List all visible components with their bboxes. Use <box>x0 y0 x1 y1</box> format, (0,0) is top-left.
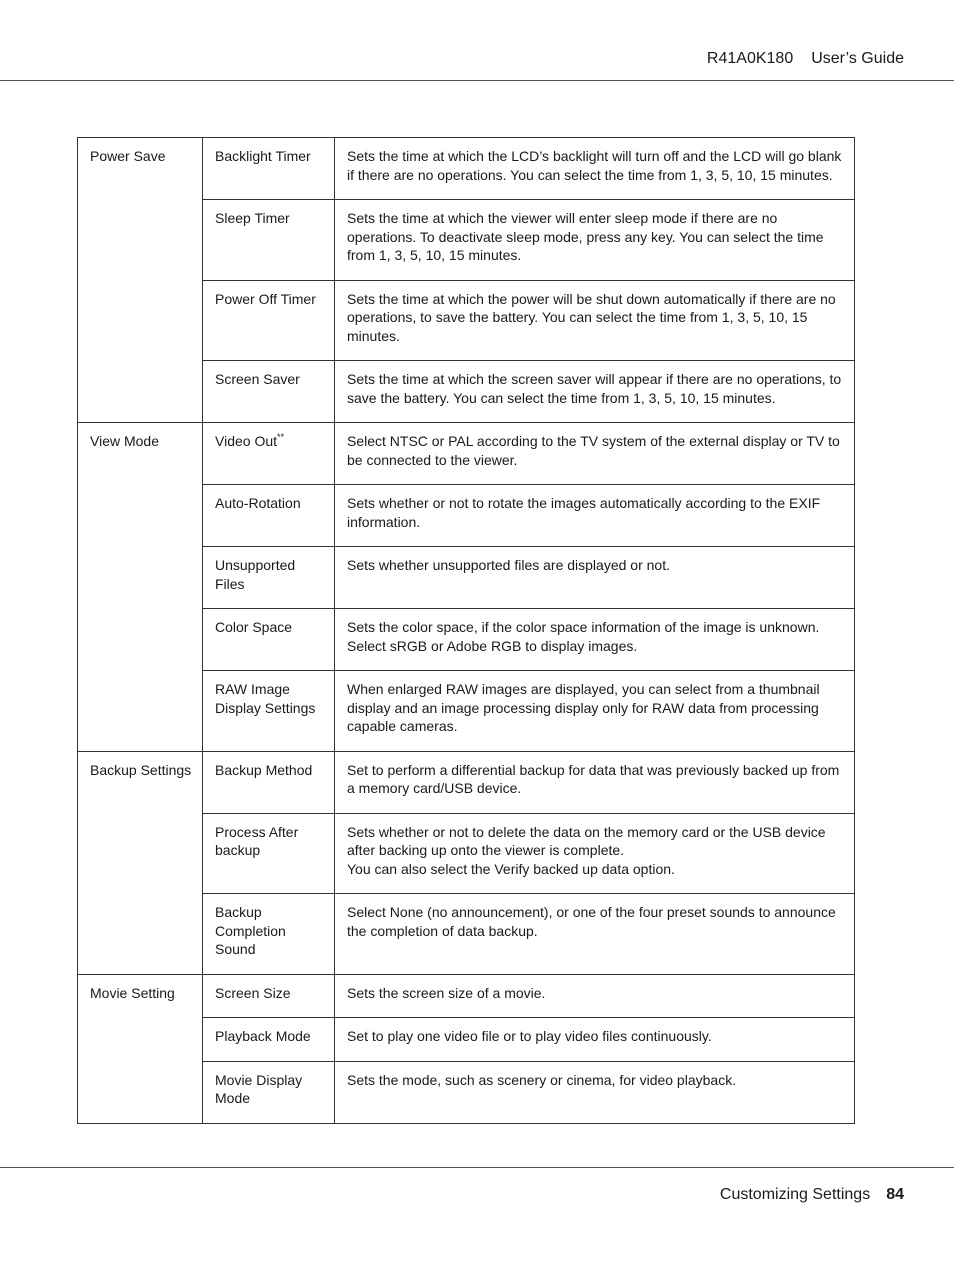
description-cell: Set to perform a differential backup for data that was previously backed up from a memory card/USB device. <box>335 751 855 813</box>
section-title: Customizing Settings <box>719 1186 871 1203</box>
description-cell: Sets the mode, such as scenery or cinema, for video playback. <box>335 1061 855 1123</box>
setting-cell: Sleep Timer <box>203 200 335 281</box>
footnote-mark: ** <box>277 432 285 442</box>
setting-cell: Screen Size <box>203 974 335 1018</box>
description-cell: Sets the time at which the LCD’s backlight will turn off and the LCD will go blank if there are no operations. You can select the time from 1, 3, 5, 10, 15 minutes. <box>335 138 855 200</box>
settings-table <box>77 137 855 1124</box>
table-row <box>78 423 855 485</box>
setting-cell: Auto-Rotation <box>203 485 335 547</box>
setting-cell: Playback Mode <box>203 1018 335 1062</box>
setting-cell: Backlight Timer <box>203 138 335 200</box>
setting-cell: Backup Completion Sound <box>203 894 335 975</box>
document-code: R41A0K180 <box>706 50 794 67</box>
description-cell: Sets the time at which the viewer will enter sleep mode if there are no operations. To deactivate sleep mode, press any key. You can select the time from 1, 3, 5, 10, 15 minutes. <box>335 200 855 281</box>
header-rule <box>0 80 954 81</box>
setting-cell: Backup Method <box>203 751 335 813</box>
document-title: User’s Guide <box>811 50 904 67</box>
page-footer <box>720 1186 904 1204</box>
setting-cell: Unsupported Files <box>203 547 335 609</box>
setting-label: Video Out <box>215 433 278 449</box>
description-cell: Select NTSC or PAL according to the TV system of the external display or TV to be connected to the viewer. <box>335 423 855 485</box>
category-cell: Movie Setting <box>78 974 203 1123</box>
description-text: Sets whether or not to delete the data on the memory card or the USB device after backing up onto the viewer is complete. <box>347 823 826 858</box>
setting-cell <box>203 423 335 485</box>
setting-cell: Power Off Timer <box>203 280 335 361</box>
description-cell: Sets the screen size of a movie. <box>335 974 855 1018</box>
description-cell <box>335 813 855 894</box>
description-note: You can also select the Verify backed up data option. <box>347 860 675 877</box>
description-cell: Set to play one video file or to play video files continuously. <box>335 1018 855 1062</box>
setting-cell: Movie Display Mode <box>203 1061 335 1123</box>
category-cell: Backup Settings <box>78 751 203 974</box>
description-cell: Select None (no announcement), or one of the four preset sounds to announce the completion of data backup. <box>335 894 855 975</box>
setting-cell: RAW Image Display Settings <box>203 671 335 752</box>
footer-rule <box>0 1167 954 1168</box>
setting-cell: Process After backup <box>203 813 335 894</box>
description-cell: Sets the color space, if the color space information of the image is unknown. Select sRGB or Adobe RGB to display images. <box>335 609 855 671</box>
description-cell: Sets the time at which the screen saver will appear if there are no operations, to save the battery. You can select the time from 1, 3, 5, 10, 15 minutes. <box>335 361 855 423</box>
table-row <box>78 138 855 200</box>
page-header <box>707 50 904 68</box>
category-cell: View Mode <box>78 423 203 752</box>
description-cell: Sets the time at which the power will be shut down automatically if there are no operations, to save the battery. You can select the time from 1, 3, 5, 10, 15 minutes. <box>335 280 855 361</box>
description-cell: When enlarged RAW images are displayed, you can select from a thumbnail display and an image processing display only for RAW data from processing capable cameras. <box>335 671 855 752</box>
description-cell: Sets whether or not to rotate the images automatically according to the EXIF information. <box>335 485 855 547</box>
setting-cell: Screen Saver <box>203 361 335 423</box>
category-cell: Power Save <box>78 138 203 423</box>
description-cell: Sets whether unsupported files are displayed or not. <box>335 547 855 609</box>
page-number: 84 <box>886 1186 904 1203</box>
table-row <box>78 974 855 1018</box>
setting-cell: Color Space <box>203 609 335 671</box>
table-row <box>78 751 855 813</box>
